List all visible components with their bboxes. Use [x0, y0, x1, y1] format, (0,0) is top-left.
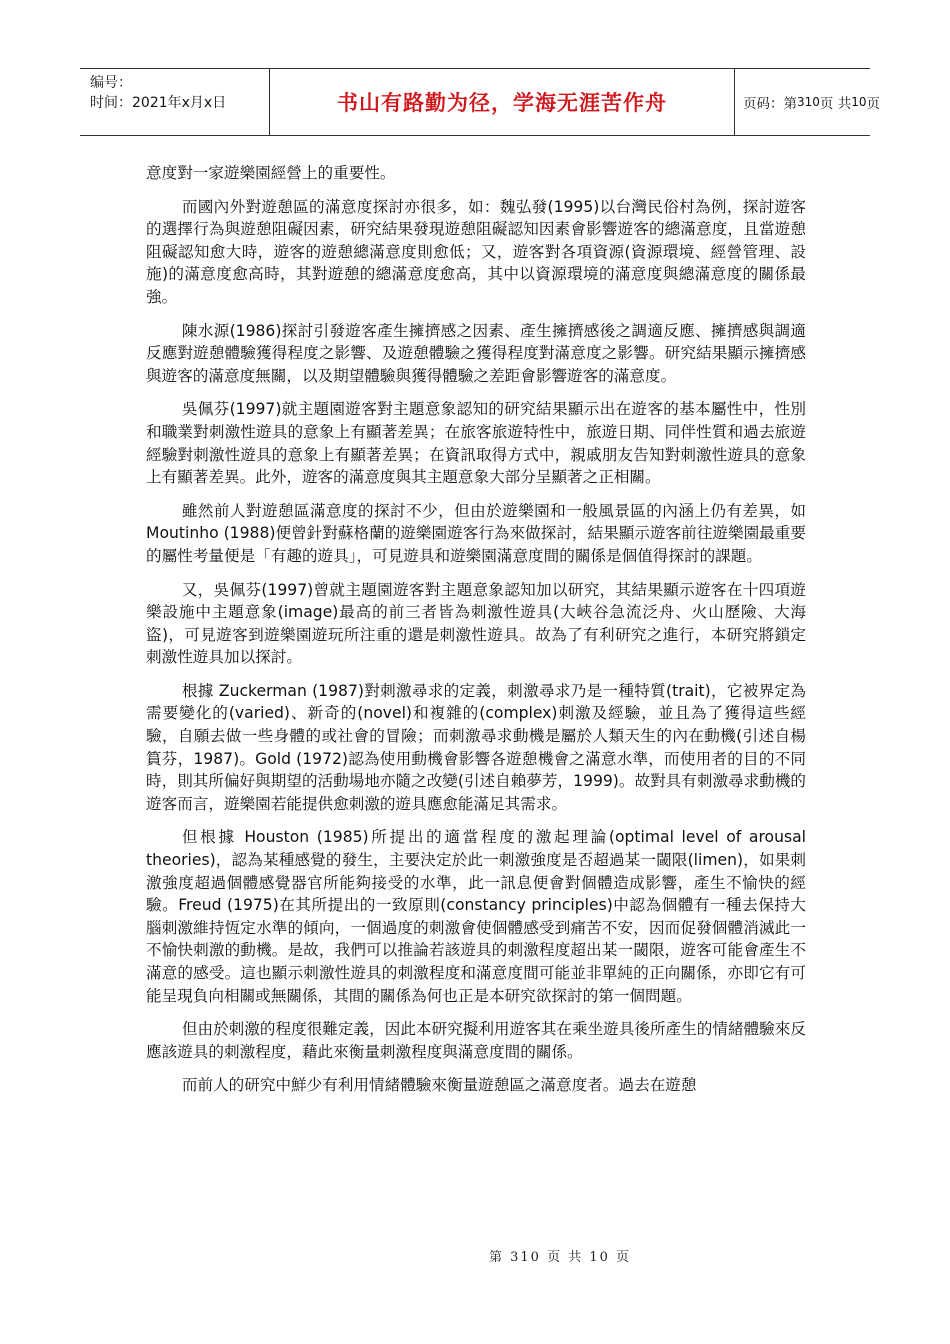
paragraph: 而前人的研究中鮮少有利用情緒體驗來衡量遊憩區之滿意度者。過去在遊憩	[181, 1076, 697, 1095]
paragraph: 根據 Zuckerman (1987)對刺激尋求的定義，刺激尋求乃是一種特質(trait)，它被界定為需要變化的(varied)、新奇的(novel)和複雜的(complex)刺激及經驗，並且為了獲得這些經驗，自願去做一些身體的或社會的冒險；而刺激尋求動機是屬於人類天生的內在動機(引述自楊篔芬，1987)。Gold (1972)認為使用動機會影響各遊憩機會之滿意水準，而使用者的目的不同時，則其所偏好與期望的活動場地亦隨之改變(引述自賴夢芳，1999)。故對具有刺激尋求動機的遊客而言，遊樂園若能提供愈刺激的遊具應愈能滿足其需求。	[146, 681, 807, 813]
header-motto: 书山有路勤为径，学海无涯苦作舟	[270, 69, 735, 135]
page-number: 310	[797, 95, 820, 109]
header-meta	[80, 69, 270, 135]
page-footer	[0, 1246, 950, 1265]
page-prefix: 页码：第	[743, 96, 797, 112]
time-label: 时间：2021年x月x日	[90, 95, 227, 111]
page-suffix: 页	[866, 96, 880, 112]
paragraph: 雖然前人對遊憩區滿意度的探討不少，但由於遊樂園和一般風景區的內涵上仍有差異，如 Moutinho (1988)便曾針對蘇格蘭的遊樂園遊客行為來做探討，結果顯示遊客前往遊樂園最重要的屬性考量便是「有趣的遊具」，可見遊具和遊樂園滿意度間的關係是個值得探討的課題。	[146, 501, 806, 565]
page-total: 10	[851, 95, 867, 109]
paragraph: 又，吳佩芬(1997)曾就主題園遊客對主題意象認知加以研究，其結果顯示遊客在十四項遊樂設施中主題意象(image)最高的前三者皆為刺激性遊具(大峽谷急流泛舟、火山歷險、大海盜)，可見遊客到遊樂園遊玩所注重的還是刺激性遊具。故為了有利研究之進行，本研究將鎖定刺激性遊具加以探討。	[146, 580, 806, 667]
header-page-indicator	[735, 69, 880, 135]
page-mid: 页 共	[819, 96, 852, 112]
page-header	[80, 68, 880, 136]
paragraph: 但根據 Houston (1985)所提出的適當程度的激起理論(optimal level of arousal theories)，認為某種感覺的發生，主要決定於此一刺激強度是否超過某一閾限(limen)，如果刺激強度超過個體感覺器官所能夠接受的水準，此一訊息便會對個體造成影響，產生不愉快的經驗。Freud (1975)在其所提出的一致原則(constancy principles)中認為個體有一種去保持大腦刺激維持恆定水準的傾向，一個過度的刺激會使個體感受到痛苦不安，因而促發個體消滅此一不愉快刺激的動機。是故，我們可以推論若該遊具的刺激程度超出某一閾限，遊客可能會產生不滿意的感受。這也顯示刺激性遊具的刺激程度和滿意度間可能並非單純的正向關係，亦即它有可能呈現負向相關或無關係，其間的關係為何也正是本研究欲探討的第一個問題。	[146, 828, 806, 1005]
paragraph: 吳佩芬(1997)就主題園遊客對主題意象認知的研究結果顯示出在遊客的基本屬性中，性別和職業對刺激性遊具的意象上有顯著差異；在旅客旅遊特性中，旅遊日期、同伴性質和過去旅遊經驗對刺激性遊具的意象上有顯著差異；在資訊取得方式中，親戚朋友告知對刺激性遊具的意象上有顯著差異。此外，遊客的滿意度與其主題意象大部分呈顯著之正相關。	[146, 400, 806, 487]
footer-total: 10	[589, 1250, 610, 1265]
footer-page: 310	[510, 1250, 541, 1265]
paragraph: 而國內外對遊憩區的滿意度探討亦很多，如：魏弘發(1995)以台灣民俗村為例，探討遊客的選擇行為與遊憩阻礙因素，研究結果發現遊憩阻礙認知因素會影響遊客的總滿意度，且當遊憩阻礙認知愈大時，遊客的遊憩總滿意度則愈低；又，遊客對各項資源(資源環境、經營管理、設施)的滿意度愈高時，其對遊憩的總滿意度愈高，其中以資源環境的滿意度與總滿意度的關係最強。	[146, 197, 806, 306]
paragraph: 但由於刺激的程度很難定義，因此本研究擬利用遊客其在乘坐遊具後所產生的情緒體驗來反應該遊具的刺激程度，藉此來衡量刺激程度與滿意度間的關係。	[146, 1020, 806, 1061]
footer-mid: 页 共	[547, 1250, 584, 1265]
footer-suffix: 页	[616, 1250, 632, 1265]
paragraph: 陳水源(1986)探討引發遊客產生擁擠感之因素、產生擁擠感後之調適反應、擁擠感與調適反應對遊憩體驗獲得程度之影響、及遊憩體驗之獲得程度對滿意度之影響。研究結果顯示擁擠感與遊客的滿意度無關，以及期望體驗與獲得體驗之差距會影響遊客的滿意度。	[146, 321, 806, 385]
footer-prefix: 第	[488, 1250, 504, 1265]
paragraph-continued: 意度對一家遊樂園經營上的重要性。	[146, 164, 396, 182]
serial-label: 编号：	[90, 75, 132, 91]
document-body	[146, 162, 806, 1108]
